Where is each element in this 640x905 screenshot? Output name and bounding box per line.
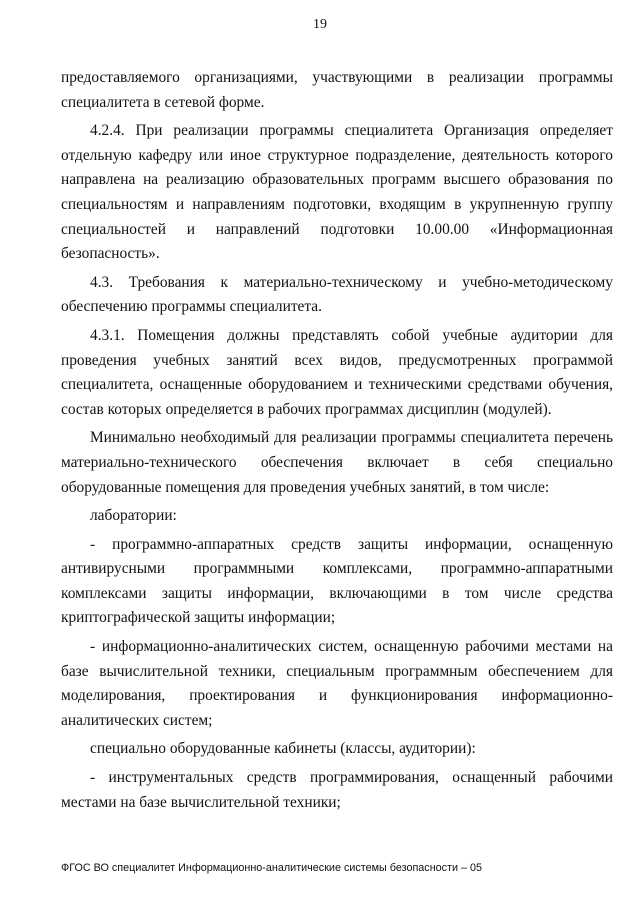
paragraph-equipped-rooms: специально оборудованные кабинеты (классы, аудитории):	[90, 740, 476, 758]
paragraph-laboratories: лаборатории:	[90, 507, 177, 525]
paragraph-4-3: 4.3. Требования к материально-техническому и учебно-методическому обеспечению программы специалитета.	[61, 273, 613, 316]
page-footer: ФГОС ВО специалитет Информационно-аналитические системы безопасности – 05	[61, 862, 483, 874]
document-body	[61, 66, 613, 815]
list-item-programming-tools: - инструментальных средств программирования, оснащенный рабочими местами на базе вычислительной техники;	[61, 769, 613, 811]
paragraph-4-3-1: 4.3.1. Помещения должны представлять собой учебные аудитории для проведения учебных занятий всех видов, предусмотренных программой специалитета, оснащенные оборудованием и техническими средствами обучения, состав которых определяется в рабочих программах дисциплин (модулей).	[61, 326, 613, 418]
paragraph-minimum-list: Минимально необходимый для реализации программы специалитета перечень материально-технического обеспечения включает в себя специально оборудованные помещения для проведения учебных занятий, в том числе:	[61, 429, 613, 496]
list-item-software-hardware: - программно-аппаратных средств защиты информации, оснащенную антивирусными программными комплексами, программно-аппаратными комплексами защиты информации, включающими в том числе средства криптографической защиты информации;	[61, 535, 613, 627]
paragraph-4-2-4: 4.2.4. При реализации программы специалитета Организация определяет отдельную кафедру или иное структурное подразделение, деятельность которого направлена на реализацию образовательных программ высшего образования по специальностям и направлениям подготовки, входящим в укрупненную группу специальностей и направлений подготовки 10.00.00 «Информационная безопасность».	[61, 122, 613, 263]
paragraph-continuation: предоставляемого организациями, участвующими в реализации программы специалитета в сетевой форме.	[61, 69, 613, 111]
page-number: 19	[313, 17, 327, 32]
list-item-information-analytical: - информационно-аналитических систем, оснащенную рабочими местами на базе вычислительной техники, специальным программным обеспечением для моделирования, проектирования и функционирования информационно-аналитических систем;	[61, 638, 613, 729]
